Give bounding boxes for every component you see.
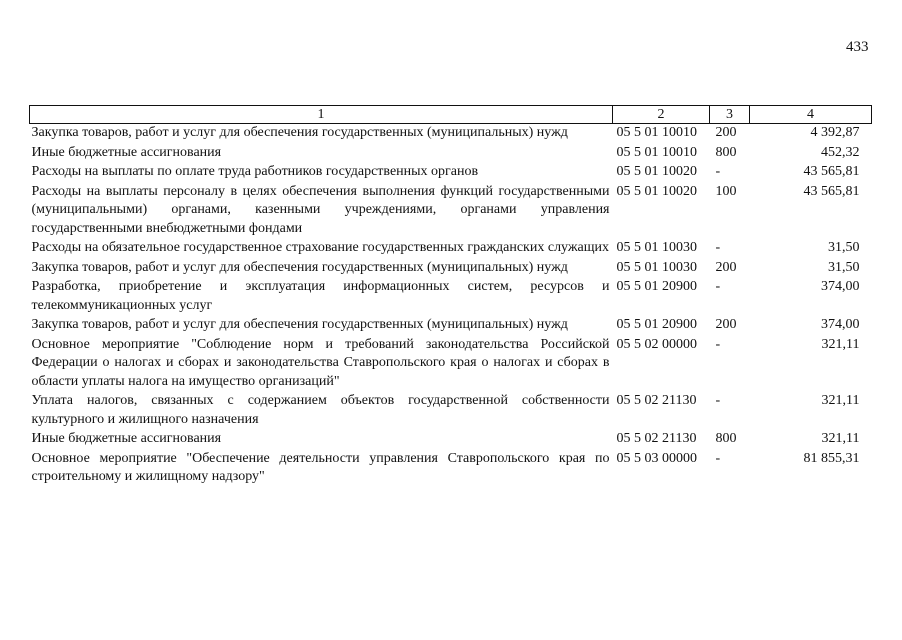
row-name: Расходы на обязательное государственное страхование государственных гражданских служащих [31,240,610,255]
row-code: 05 5 01 10030 [616,240,697,255]
row-expense-type: - [715,164,721,179]
row-amount: 31,50 [828,240,860,255]
row-expense-type: 100 [715,183,737,199]
table-row [30,239,872,259]
row-code: 05 5 02 00000 [616,336,697,352]
row-amount: 321,11 [821,431,860,446]
header-col-2: 2 [613,106,710,124]
row-amount: 374,00 [821,279,860,294]
row-code: 05 5 01 10020 [616,183,697,199]
row-code: 05 5 01 10010 [616,144,697,160]
row-name: Основное мероприятие "Обеспечение деятельности управления Ставропольского края по строительному и жилищному надзору" [31,450,610,484]
row-amount: 4 392,87 [810,125,860,140]
row-amount: 31,50 [828,259,860,275]
row-expense-type: - [715,450,721,466]
table-row [30,183,872,240]
row-code: 05 5 01 20900 [616,279,697,294]
table-row [30,336,872,393]
table-body [30,124,872,488]
row-expense-type: 200 [715,125,737,140]
row-amount: 321,11 [821,393,860,408]
row-code: 05 5 01 10010 [616,125,697,140]
table-row [30,124,872,144]
table-row [30,430,872,450]
table-row [30,278,872,316]
row-expense-type: - [715,279,721,294]
row-amount: 452,32 [821,144,860,160]
table-row [30,259,872,279]
row-name: Иные бюджетные ассигнования [31,144,222,160]
row-expense-type: 800 [715,144,737,160]
row-code: 05 5 01 20900 [616,317,697,332]
table-header [30,106,872,124]
row-expense-type: 800 [715,431,737,446]
row-amount: 374,00 [821,317,860,332]
row-expense-type: 200 [715,259,737,275]
header-col-4: 4 [750,106,872,124]
row-name: Закупка товаров, работ и услуг для обеспечения государственных (муниципальных) нужд [31,259,568,275]
table-row [30,450,872,488]
row-expense-type: - [715,240,721,255]
page-number: 433 [846,39,869,55]
row-code: 05 5 03 00000 [616,450,697,466]
row-amount: 81 855,31 [803,450,860,466]
table-row [30,316,872,336]
row-amount: 321,11 [821,336,860,352]
row-name: Уплата налогов, связанных с содержанием объектов государственной собственности культурного и жилищного назначения [31,393,610,427]
row-name: Основное мероприятие "Соблюдение норм и требований законодательства Российской Федерации о налогах и сборах и законодательства Ставропольского края о налогах и сборах в области уплаты налога на имущество организаций" [31,336,610,389]
header-col-1: 1 [30,106,613,124]
row-name: Разработка, приобретение и эксплуатация информационных систем, ресурсов и телекоммуникационных услуг [31,279,610,313]
budget-table [29,105,872,488]
row-name: Расходы на выплаты по оплате труда работников государственных органов [31,164,479,179]
row-expense-type: - [715,336,721,352]
header-col-3: 3 [710,106,750,124]
row-amount: 43 565,81 [803,183,860,199]
row-expense-type: 200 [715,317,737,332]
row-code: 05 5 02 21130 [616,431,697,446]
row-name: Закупка товаров, работ и услуг для обеспечения государственных (муниципальных) нужд [31,125,568,140]
row-expense-type: - [715,393,721,408]
row-code: 05 5 01 10020 [616,164,697,179]
table-row [30,163,872,183]
row-name: Иные бюджетные ассигнования [31,431,222,446]
table-row [30,392,872,430]
row-code: 05 5 01 10030 [616,259,697,275]
table-row [30,144,872,164]
row-code: 05 5 02 21130 [616,393,697,408]
row-name: Закупка товаров, работ и услуг для обеспечения государственных (муниципальных) нужд [31,317,568,332]
row-name: Расходы на выплаты персоналу в целях обеспечения выполнения функций государственными (муниципальными) органами, казенными учреждениями, органами управления государственными внебюджетными фондами [31,183,610,236]
row-amount: 43 565,81 [803,164,860,179]
